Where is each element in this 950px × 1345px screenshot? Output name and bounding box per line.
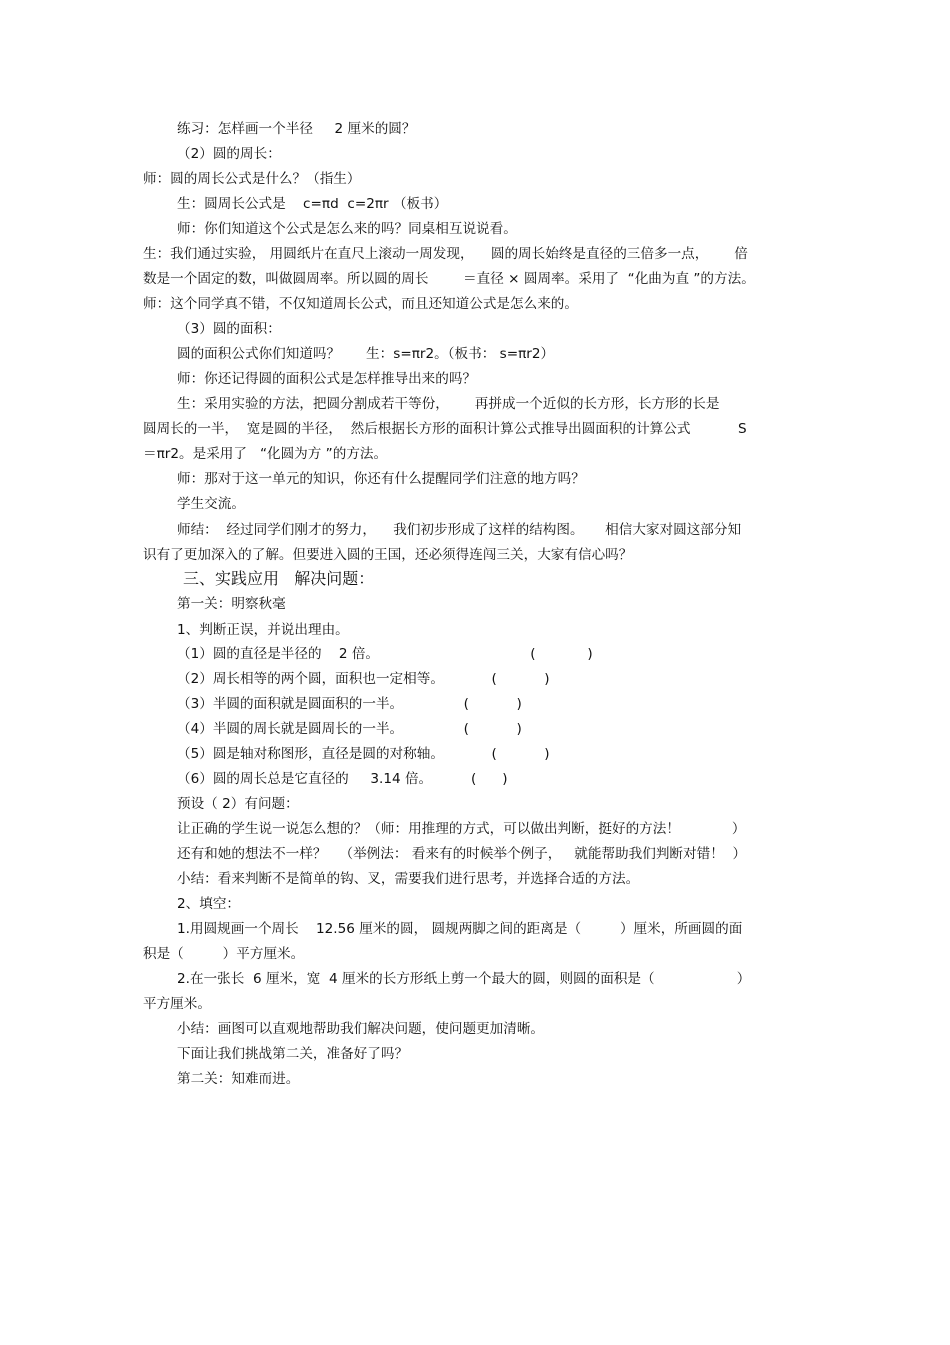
- text-line: 生：圆周长公式是 c=πd c=2πr （板书）: [177, 196, 448, 212]
- text-line: 下面让我们挑战第二关，准备好了吗？: [177, 1046, 409, 1062]
- text-line: 圆的面积公式你们知道吗？ 生：s=πr2。（板书： s=πr2）: [177, 346, 555, 362]
- question-item: （4）半圆的周长就是圆周长的一半。 ( ): [177, 721, 522, 737]
- text-line: 1.用圆规画一个周长 12.56 厘米的圆， 圆规两脚之间的距离是（ ）厘米，所画圆的面: [177, 921, 743, 937]
- question-item: （5）圆是轴对称图形，直径是圆的对称轴。 ( ): [177, 746, 550, 762]
- text-line: 圆周长的一半， 宽是圆的半径， 然后根据长方形的面积计算公式推导出圆面积的计算公式 S: [143, 421, 747, 437]
- text-line: 小结：画图可以直观地帮助我们解决问题，使问题更加清晰。: [177, 1021, 545, 1037]
- text-line: 师：你还记得圆的面积公式是怎样推导出来的吗？: [177, 371, 477, 387]
- text-line: 第一关：明察秋毫: [177, 596, 286, 612]
- text-line: 1、判断正误，并说出理由。: [177, 622, 349, 638]
- text-line: （2）圆的周长：: [177, 146, 281, 162]
- text-line: 小结：看来判断不是简单的钩、叉，需要我们进行思考，并选择合适的方法。: [177, 871, 640, 887]
- text-line: 生：采用实验的方法，把圆分割成若干等份， 再拼成一个近似的长方形，长方形的长是: [177, 396, 720, 412]
- text-line: 师结： 经过同学们刚才的努力， 我们初步形成了这样的结构图。 相信大家对圆这部分知: [177, 522, 742, 538]
- text-line: 积是（ ）平方厘米。: [143, 946, 305, 962]
- question-item: （6）圆的周长总是它直径的 3.14 倍。 ( ): [177, 771, 508, 787]
- text-line: 师：这个同学真不错，不仅知道周长公式，而且还知道公式是怎么来的。: [143, 296, 578, 312]
- text-line: 第二关：知难而进。: [177, 1071, 300, 1087]
- text-line: 平方厘米。: [143, 996, 211, 1012]
- question-item: （3）半圆的面积就是圆面积的一半。 ( ): [177, 696, 522, 712]
- section-heading: 三、实践应用 解决问题：: [183, 569, 375, 588]
- text-line: 2、填空：: [177, 896, 241, 912]
- text-line: 师：圆的周长公式是什么？（指生）: [143, 171, 361, 187]
- text-line: ＝πr2。是采用了 “化圆为方 ”的方法。: [143, 446, 388, 462]
- text-line: 2.在一张长 6 厘米，宽 4 厘米的长方形纸上剪一个最大的圆，则圆的面积是（ ）: [177, 971, 751, 987]
- text-line: 让正确的学生说一说怎么想的？（师：用推理的方式，可以做出判断，挺好的方法！ ）: [177, 821, 746, 837]
- text-line: 师：你们知道这个公式是怎么来的吗？同桌相互说说看。: [177, 221, 517, 237]
- text-line: 师：那对于这一单元的知识，你还有什么提醒同学们注意的地方吗？: [177, 471, 585, 487]
- text-line: 还有和她的想法不一样？ （举例法： 看来有的时候举个例子， 就能帮助我们判断对错！ ）: [177, 846, 747, 862]
- text-line: 识有了更加深入的了解。但要进入圆的王国，还必须得连闯三关，大家有信心吗？: [143, 547, 633, 563]
- text-line: 学生交流。: [177, 496, 245, 512]
- question-item: （1）圆的直径是半径的 2 倍。 ( ): [177, 646, 593, 662]
- text-line: 预设（ 2）有问题：: [177, 796, 299, 812]
- text-line: 练习：怎样画一个半径 2 厘米的圆？: [177, 121, 416, 137]
- text-line: 数是一个固定的数，叫做圆周率。所以圆的周长 ＝直径 × 圆周率。采用了 “化曲为直 ”的方法。: [143, 271, 755, 287]
- text-line: 生：我们通过实验， 用圆纸片在直尺上滚动一周发现， 圆的周长始终是直径的三倍多一点， 倍: [143, 246, 748, 262]
- text-line: （3）圆的面积：: [177, 321, 281, 337]
- question-item: （2）周长相等的两个圆，面积也一定相等。 ( ): [177, 671, 550, 687]
